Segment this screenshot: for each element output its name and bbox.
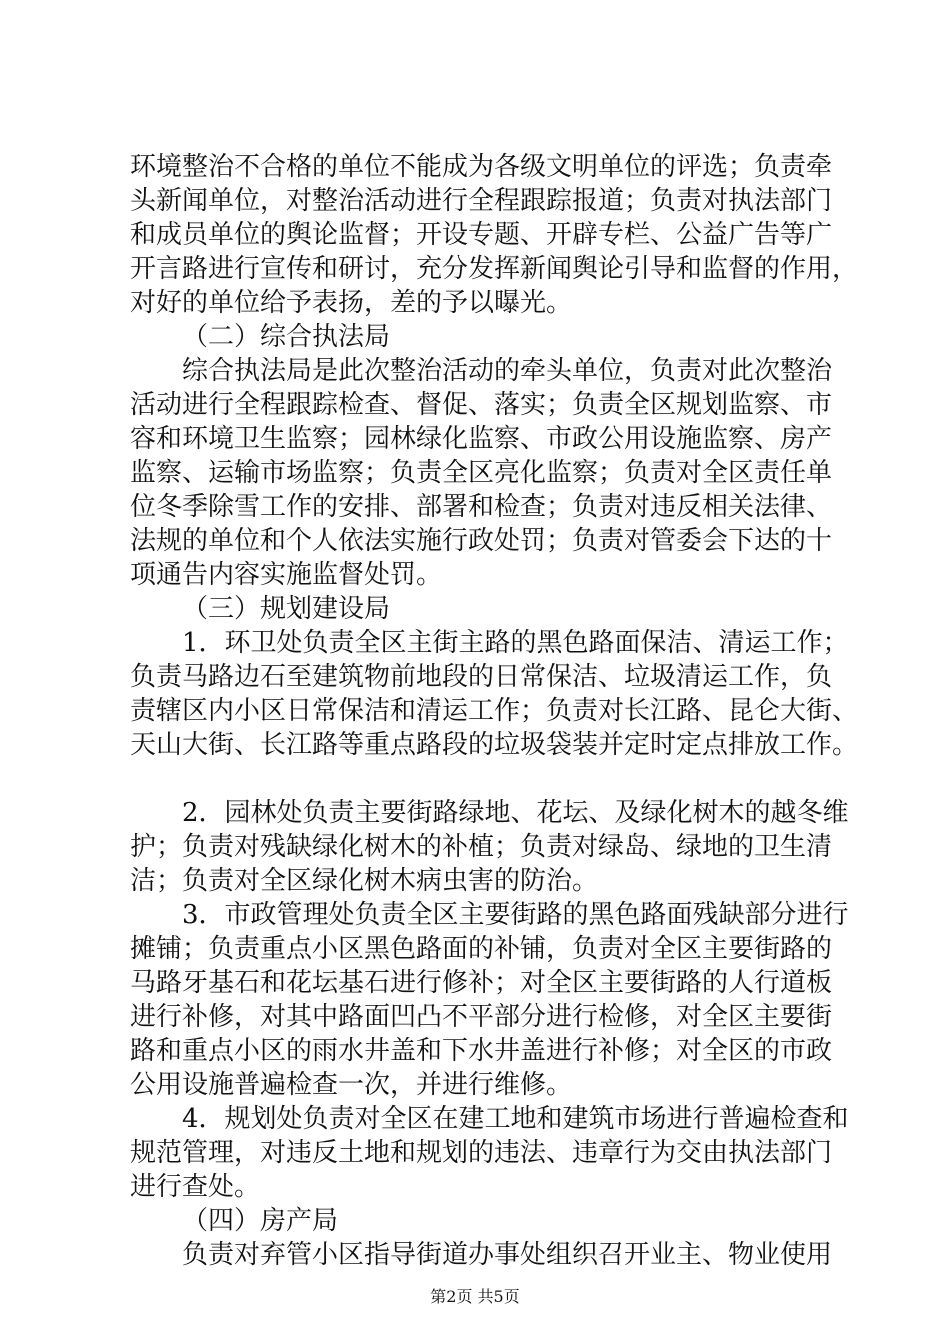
paragraph-line: 责辖区内小区日常保洁和清运工作；负责对长江路、昆仑大街、 xyxy=(130,696,859,726)
paragraph-line: 位冬季除雪工作的安排、部署和检查；负责对违反相关法律、 xyxy=(130,492,833,522)
paragraph-line: 摊铺；负责重点小区黑色路面的补铺，负责对全区主要街路的 xyxy=(130,934,833,964)
paragraph-line: 3．市政管理处负责全区主要街路的黑色路面残缺部分进行 xyxy=(182,900,849,930)
paragraph-line: 2．园林处负责主要街路绿地、花坛、及绿化树木的越冬维 xyxy=(182,798,849,828)
paragraph-line: 综合执法局是此次整治活动的牵头单位，负责对此次整治 xyxy=(182,356,833,386)
paragraph-line: 进行补修，对其中路面凹凸不平部分进行检修，对全区主要街 xyxy=(130,1002,833,1032)
page-number-footer: 第2页 共5页 xyxy=(430,1287,520,1306)
paragraph-line: 法规的单位和个人依法实施行政处罚；负责对管委会下达的十 xyxy=(130,526,833,556)
paragraph-line: 护；负责对残缺绿化树木的补植；负责对绿岛、绿地的卫生清 xyxy=(130,832,833,862)
paragraph-line: 对好的单位给予表扬，差的予以曝光。 xyxy=(130,288,573,318)
paragraph-line: 马路牙基石和花坛基石进行修补；对全区主要街路的人行道板 xyxy=(130,968,833,998)
paragraph-line: 活动进行全程跟踪检查、督促、落实；负责全区规划监察、市 xyxy=(130,390,833,420)
paragraph-line: 1．环卫处负责全区主街主路的黑色路面保洁、清运工作； xyxy=(182,628,849,658)
section-heading: （三）规划建设局 xyxy=(182,594,391,624)
paragraph-line: 负责对弃管小区指导街道办事处组织召开业主、物业使用 xyxy=(182,1240,833,1270)
paragraph-line: 开言路进行宣传和研讨，充分发挥新闻舆论引导和监督的作用， xyxy=(130,254,859,284)
paragraph-line: 项通告内容实施监督处罚。 xyxy=(130,560,443,590)
paragraph-line: 负责马路边石至建筑物前地段的日常保洁、垃圾清运工作，负 xyxy=(130,662,833,692)
paragraph-line: 进行查处。 xyxy=(130,1172,261,1202)
paragraph-line: 天山大街、长江路等重点路段的垃圾袋装并定时定点排放工作。 xyxy=(130,730,859,760)
paragraph-line: 路和重点小区的雨水井盖和下水井盖进行补修；对全区的市政 xyxy=(130,1036,833,1066)
section-heading: （四）房产局 xyxy=(182,1206,339,1236)
paragraph-line: 监察、运输市场监察；负责全区亮化监察；负责对全区责任单 xyxy=(130,458,833,488)
paragraph-line: 规范管理，对违反土地和规划的违法、违章行为交由执法部门 xyxy=(130,1138,833,1168)
paragraph-line: 和成员单位的舆论监督；开设专题、开辟专栏、公益广告等广 xyxy=(130,220,833,250)
paragraph-line: 4．规划处负责对全区在建工地和建筑市场进行普遍检查和 xyxy=(182,1104,849,1134)
paragraph-line: 头新闻单位，对整治活动进行全程跟踪报道；负责对执法部门 xyxy=(130,186,833,216)
paragraph-line: 环境整治不合格的单位不能成为各级文明单位的评选；负责牵 xyxy=(130,152,833,182)
section-heading: （二）综合执法局 xyxy=(182,322,391,352)
paragraph-line: 洁；负责对全区绿化树木病虫害的防治。 xyxy=(130,866,599,896)
paragraph-line: 容和环境卫生监察；园林绿化监察、市政公用设施监察、房产 xyxy=(130,424,833,454)
paragraph-line: 公用设施普遍检查一次，并进行维修。 xyxy=(130,1070,573,1100)
